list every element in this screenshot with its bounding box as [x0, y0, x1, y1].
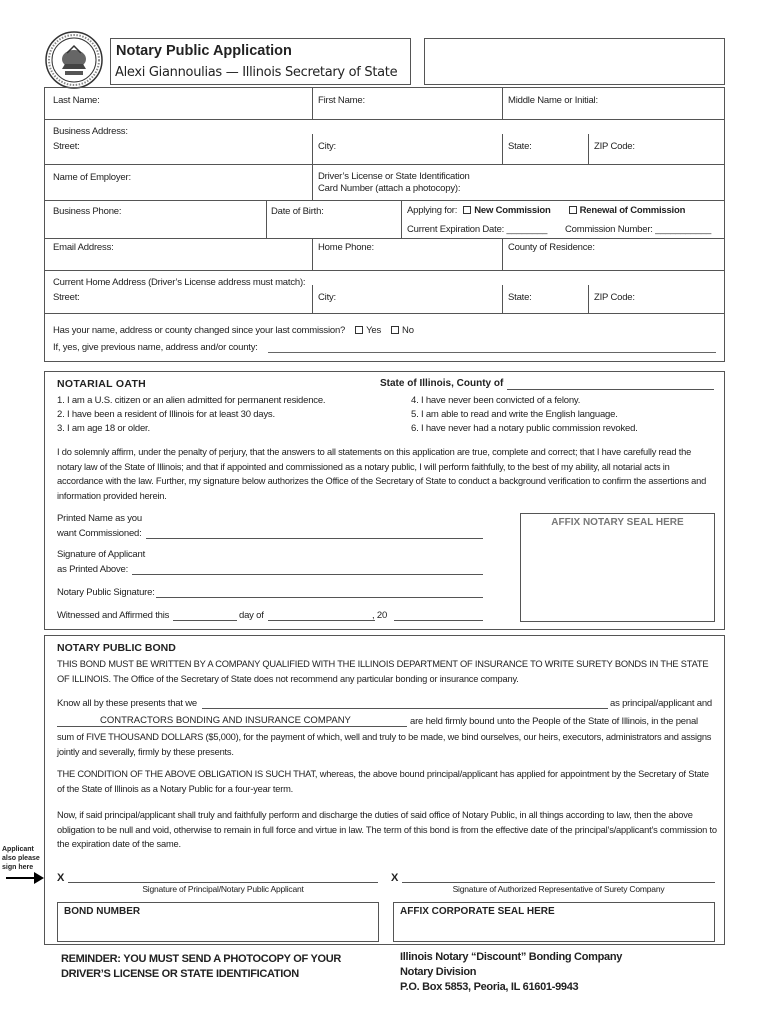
- oath-title: NOTARIAL OATH: [57, 378, 147, 390]
- printed-name-line[interactable]: [146, 538, 483, 539]
- dob-field[interactable]: Date of Birth:: [271, 206, 324, 217]
- oath-item-2: 2. I have been a resident of Illinois for at least 30 days.: [57, 409, 275, 420]
- license-label-1: Driver’s License or State Identification: [318, 171, 470, 182]
- bond-paragraph-2: sum of FIVE THOUSAND DOLLARS ($5,000), for the payment of which, well and truly to be made, we bind ourselves, our heirs, executors, administrators and assigns jointly and severally, firmly by these presents.: [57, 732, 712, 757]
- middle-name-field[interactable]: Middle Name or Initial:: [508, 95, 598, 106]
- oath-item-4: 4. I have never been convicted of a felony.: [411, 395, 581, 406]
- witness-month-line[interactable]: [268, 620, 375, 621]
- footer-company: Illinois Notary “Discount” Bonding Company: [400, 951, 623, 963]
- printed-name-label-1: Printed Name as you: [57, 513, 142, 524]
- reminder-line-2: DRIVER’S LICENSE OR STATE IDENTIFICATION: [61, 968, 299, 980]
- new-commission-checkbox[interactable]: [463, 206, 471, 214]
- changed-yes-checkbox[interactable]: [355, 326, 363, 334]
- changed-question: [53, 325, 414, 336]
- notary-seal-label: AFFIX NOTARY SEAL HERE: [551, 517, 684, 528]
- license-field[interactable]: Card Number (attach a photocopy):: [318, 183, 461, 194]
- notary-signature-line[interactable]: [156, 597, 483, 598]
- oath-item-3: 3. I am age 18 or older.: [57, 423, 150, 434]
- principal-signature-line[interactable]: [68, 882, 378, 883]
- previous-info-label: If, yes, give previous name, address and/or county:: [53, 342, 258, 353]
- home-address-label: Current Home Address (Driver’s License address must match):: [53, 277, 306, 288]
- bond-title: NOTARY PUBLIC BOND: [57, 642, 176, 654]
- x-mark-principal: X: [57, 872, 65, 884]
- home-zip-field[interactable]: ZIP Code:: [594, 292, 635, 303]
- footer-address: P.O. Box 5853, Peoria, IL 61601-9943: [400, 981, 579, 993]
- business-state-field[interactable]: State:: [508, 141, 532, 152]
- notary-seal-box: [520, 513, 715, 622]
- home-street-field[interactable]: Street:: [53, 292, 80, 303]
- witness-year-line[interactable]: [394, 620, 483, 621]
- oath-affirmation: I do solemnly affirm, under the penalty of perjury, that the answers to all statements on this application are true, complete and correct; that I have carefully read the notary law of the State of Illinois; and that if appointed and commissioned as a notary public, I will perform faithfully, to the best of my ability, all notarial acts in accordance with the law. Further, my signature below authorizes the Office of the Secretary of State to conduct a background verification to confirm the assertions and information provided herein.: [57, 447, 707, 501]
- home-phone-field[interactable]: Home Phone:: [318, 242, 374, 253]
- changed-question-text: Has your name, address or county changed since your last commission?: [53, 325, 346, 336]
- employer-field[interactable]: Name of Employer:: [53, 172, 131, 183]
- bond-paragraph-4: Now, if said principal/applicant shall truly and faithfully perform and discharge the duties of said office of Notary Public, in all things according to law, then the above obligation to be null and void, otherwise to remain in full force and virtue in law. The term of this bond is from the effective date of the principal’s/applicant’s commission to the expiration date of the same.: [57, 810, 717, 849]
- yes-label: Yes: [366, 325, 382, 336]
- principal-name-line[interactable]: [202, 708, 608, 709]
- surety-signature-line[interactable]: [402, 882, 715, 883]
- printed-name-label-2: want Commissioned:: [57, 528, 142, 539]
- business-phone-field[interactable]: Business Phone:: [53, 206, 122, 217]
- applying-for-label: [407, 205, 685, 216]
- sig-applicant-line[interactable]: [132, 574, 483, 575]
- as-principal-label: as principal/applicant and: [610, 698, 713, 709]
- reminder-line-1: REMINDER: YOU MUST SEND A PHOTOCOPY OF YOUR: [61, 953, 342, 965]
- held-bound-text: are held firmly bound unto the People of the State of Illinois, in the penal: [410, 716, 698, 727]
- state-county-label: State of Illinois, County of: [380, 378, 504, 389]
- principal-signature-caption: Signature of Principal/Notary Public Applicant: [142, 884, 304, 894]
- business-street-field[interactable]: Street:: [53, 141, 80, 152]
- sig-applicant-label-2: as Printed Above:: [57, 564, 129, 575]
- sig-applicant-label-1: Signature of Applicant: [57, 549, 146, 560]
- new-commission-label: New Commission: [474, 205, 551, 216]
- county-field[interactable]: County of Residence:: [508, 242, 595, 253]
- previous-info-line[interactable]: [268, 352, 716, 353]
- no-label: No: [402, 325, 414, 336]
- first-name-field[interactable]: First Name:: [318, 95, 365, 106]
- bond-paragraph-3: THE CONDITION OF THE ABOVE OBLIGATION IS SUCH THAT, whereas, the above bound principal/applicant has applied for appointment by the Secretary of State of the State of Illinois as a Notary Public for a four-year term.: [57, 769, 709, 794]
- know-all-label: Know all by these presents that we: [57, 698, 198, 709]
- home-state-field[interactable]: State:: [508, 292, 532, 303]
- witness-day-line[interactable]: [173, 620, 237, 621]
- x-mark-surety: X: [391, 872, 399, 884]
- surety-company-name: CONTRACTORS BONDING AND INSURANCE COMPANY: [100, 715, 351, 726]
- surety-company-line[interactable]: [57, 726, 407, 727]
- office-use-box: [424, 38, 725, 85]
- sign-here-note: Applicant also please sign here: [2, 846, 40, 871]
- witnessed-label: Witnessed and Affirmed this: [57, 610, 170, 621]
- county-line[interactable]: [507, 389, 714, 390]
- business-address-label: Business Address:: [53, 126, 128, 137]
- page-title: Notary Public Application: [116, 43, 292, 59]
- changed-no-checkbox[interactable]: [391, 326, 399, 334]
- bond-number-label: BOND NUMBER: [64, 906, 141, 917]
- last-name-field[interactable]: Last Name:: [53, 95, 100, 106]
- bond-paragraph-1: THIS BOND MUST BE WRITTEN BY A COMPANY QUALIFIED WITH THE ILLINOIS DEPARTMENT OF INSURANCE TO WRITE SURETY BONDS IN THE STATE OF ILLINOIS. The Office of the Secretary of State does not recommend any particular bonding or insurance company.: [57, 659, 709, 684]
- footer-division: Notary Division: [400, 966, 477, 978]
- illinois-seal-logo: [45, 31, 103, 89]
- page-subtitle: Alexi Giannoulias — Illinois Secretary of State: [115, 65, 398, 80]
- home-city-field[interactable]: City:: [318, 292, 337, 303]
- business-city-field[interactable]: City:: [318, 141, 337, 152]
- renewal-checkbox[interactable]: [569, 206, 577, 214]
- business-zip-field[interactable]: ZIP Code:: [594, 141, 635, 152]
- renewal-label: Renewal of Commission: [579, 205, 686, 216]
- commission-number-field[interactable]: Commission Number: ___________: [565, 224, 712, 235]
- arrow-right-icon: [6, 872, 44, 884]
- oath-item-1: 1. I am a U.S. citizen or an alien admitted for permanent residence.: [57, 395, 326, 406]
- corporate-seal-label: AFFIX CORPORATE SEAL HERE: [400, 906, 555, 917]
- expiration-date-field[interactable]: Current Expiration Date: ________: [407, 224, 548, 235]
- oath-item-6: 6. I have never had a notary public commission revoked.: [411, 423, 638, 434]
- surety-signature-caption: Signature of Authorized Representative of Surety Company: [452, 884, 665, 894]
- applying-for-text: Applying for:: [407, 205, 458, 216]
- year-label: , 20: [372, 610, 388, 621]
- notary-signature-label: Notary Public Signature:: [57, 587, 155, 598]
- oath-item-5: 5. I am able to read and write the English language.: [411, 409, 618, 420]
- day-of-label: day of: [239, 610, 264, 621]
- email-field[interactable]: Email Address:: [53, 242, 114, 253]
